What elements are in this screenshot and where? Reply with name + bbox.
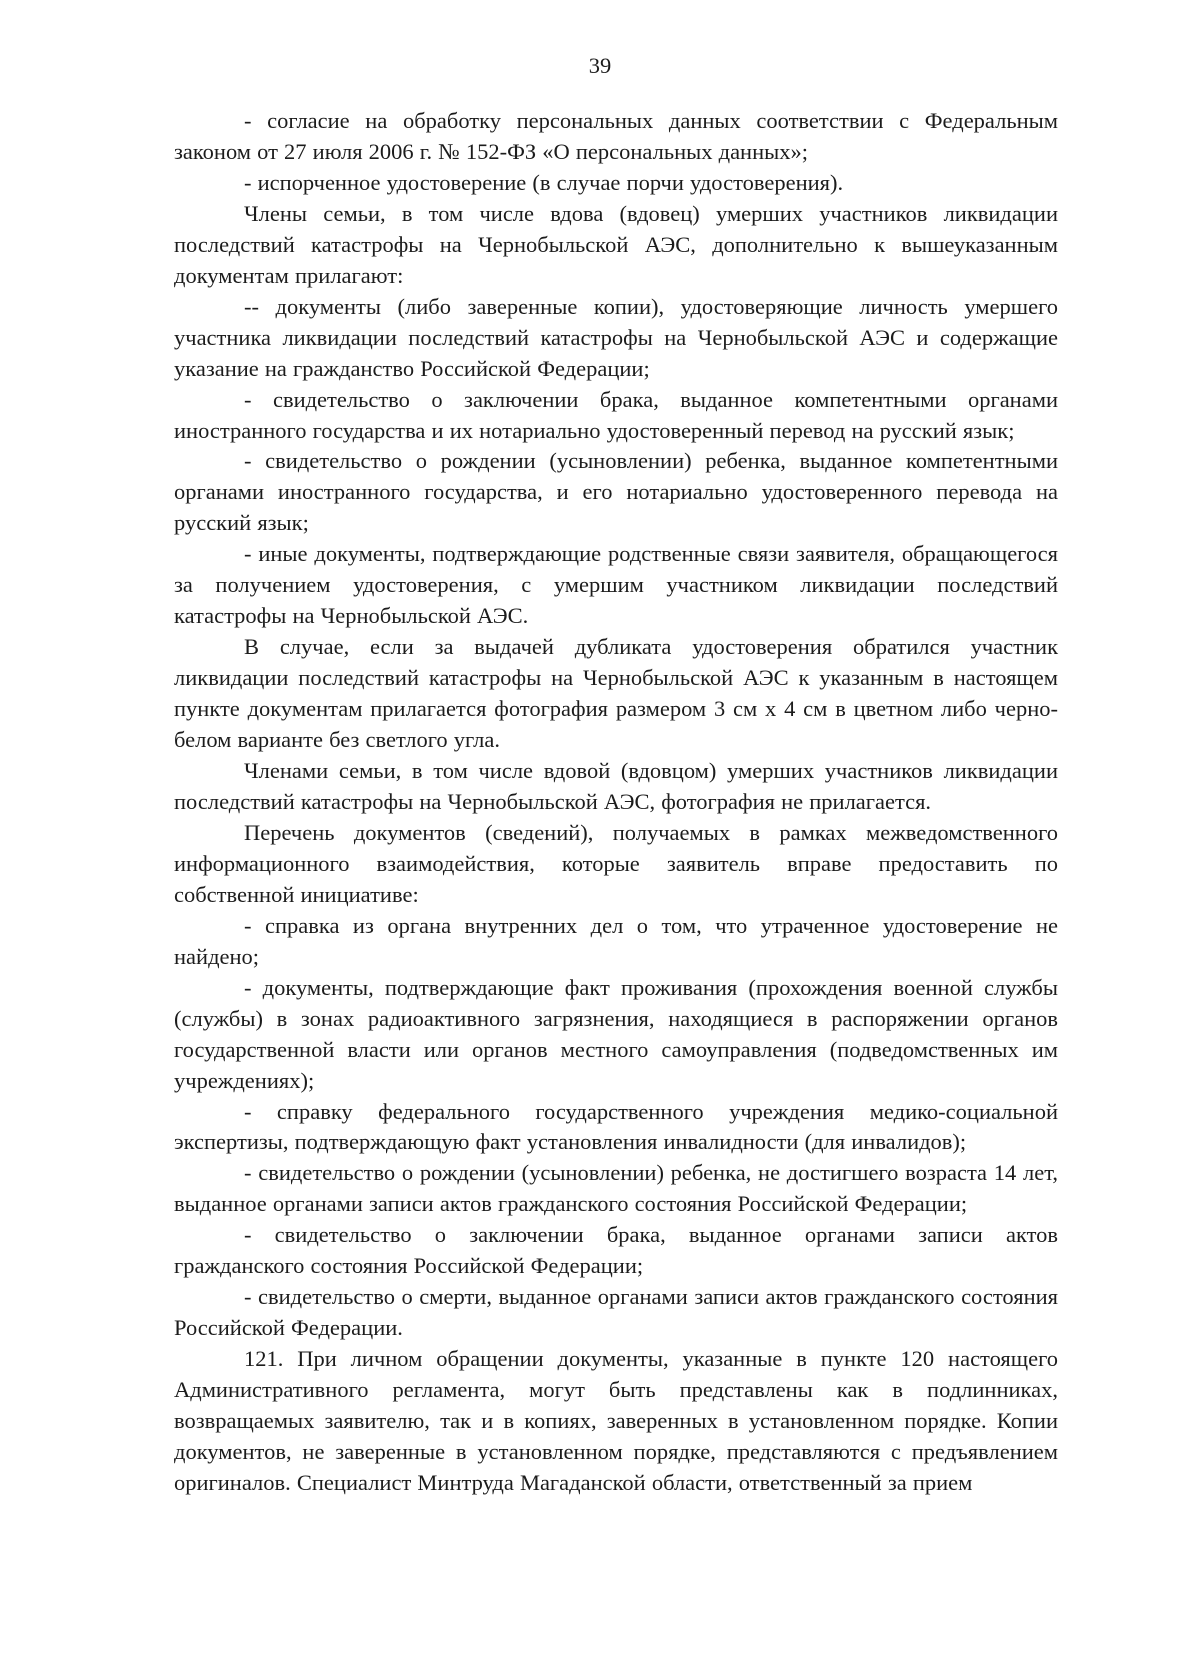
paragraph-damaged-certificate: - испорченное удостоверение (в случае порчи удостоверения). [244, 169, 844, 195]
paragraph-121-personal-appeal: 121. При личном обращении документы, указанные в пункте 120 настоящего Административного регламента, могут быть представлены как в подлинниках, возвращаемых заявителю, так и в копиях, заверенных в установленном порядке. Копии документов, не заверенные в установленном порядке, представляются с предъявлением оригиналов. Специалист Минтруда Магаданской области, ответственный за прием [174, 1346, 1058, 1495]
paragraph-kinship-documents: - иные документы, подтверждающие родственные связи заявителя, обращающегося за получением удостоверения, с умершим участником ликвидации последствий катастрофы на Чернобыльской АЭС. [174, 541, 1058, 629]
page-number: 39 [588, 53, 612, 78]
paragraph-duplicate-photo: В случае, если за выдачей дубликата удостоверения обратился участник ликвидации последствий катастрофы на Чернобыльской АЭС к указанным в настоящем пункте документам прилагается фотография размером 3 см х 4 см в цветном либо черно-белом варианте без светлого угла. [174, 634, 1058, 753]
paragraph-birth-certificate: - свидетельство о рождении (усыновлении) ребенка, не достигшего возраста 14 лет, выданное органами записи актов гражданского состояния Российской Федерации; [174, 1160, 1058, 1217]
paragraph-death-certificate: - свидетельство о смерти, выданное органами записи актов гражданского состояния Российской Федерации. [174, 1284, 1058, 1341]
paragraph-family-no-photo: Членами семьи, в том числе вдовой (вдовцом) умерших участников ликвидации последствий катастрофы на Чернобыльской АЭС, фотография не прилагается. [174, 758, 1058, 814]
paragraph-personal-data-consent: - согласие на обработку персональных данных соответствии с Федеральным законом от 27 июля 2006 г. № 152-ФЗ «О персональных данных»; [174, 108, 1058, 164]
paragraph-birth-certificate-foreign: - свидетельство о рождении (усыновлении) ребенка, выданное компетентными органами иностранного государства, и его нотариально удостоверенного перевода на русский язык; [174, 448, 1058, 536]
paragraph-marriage-certificate-foreign: - свидетельство о заключении брака, выданное компетентными органами иностранного государства и их нотариально удостоверенный перевод на русский язык; [174, 386, 1058, 443]
paragraph-residence-documents: - документы, подтверждающие факт проживания (прохождения военной службы (службы) в зонах радиоактивного загрязнения, находящиеся в распоряжении органов государственной власти или органов местного самоуправления (подведомственных им учреждениях); [174, 974, 1058, 1093]
paragraph-marriage-certificate: - свидетельство о заключении брака, выданное органами записи актов гражданского состояния Российской Федерации; [174, 1222, 1058, 1279]
paragraph-family-members-attach: Члены семьи, в том числе вдова (вдовец) умерших участников ликвидации последствий катастрофы на Чернобыльской АЭС, дополнительно к вышеуказанным документам прилагают: [174, 200, 1058, 288]
paragraph-interagency-list: Перечень документов (сведений), получаемых в рамках межведомственного информационного взаимодействия, которые заявитель вправе предоставить по собственной инициативе: [174, 819, 1058, 907]
paragraph-police-certificate: - справка из органа внутренних дел о том, что утраченное удостоверение не найдено; [174, 912, 1058, 969]
paragraph-identity-documents: -- документы (либо заверенные копии), удостоверяющие личность умершего участника ликвидации последствий катастрофы на Чернобыльской АЭС и содержащие указание на гражданство Российской Федерации; [174, 293, 1058, 381]
body-text [174, 106, 1058, 1499]
paragraph-disability-certificate: - справку федерального государственного учреждения медико-социальной экспертизы, подтверждающую факт установления инвалидности (для инвалидов); [174, 1098, 1058, 1155]
